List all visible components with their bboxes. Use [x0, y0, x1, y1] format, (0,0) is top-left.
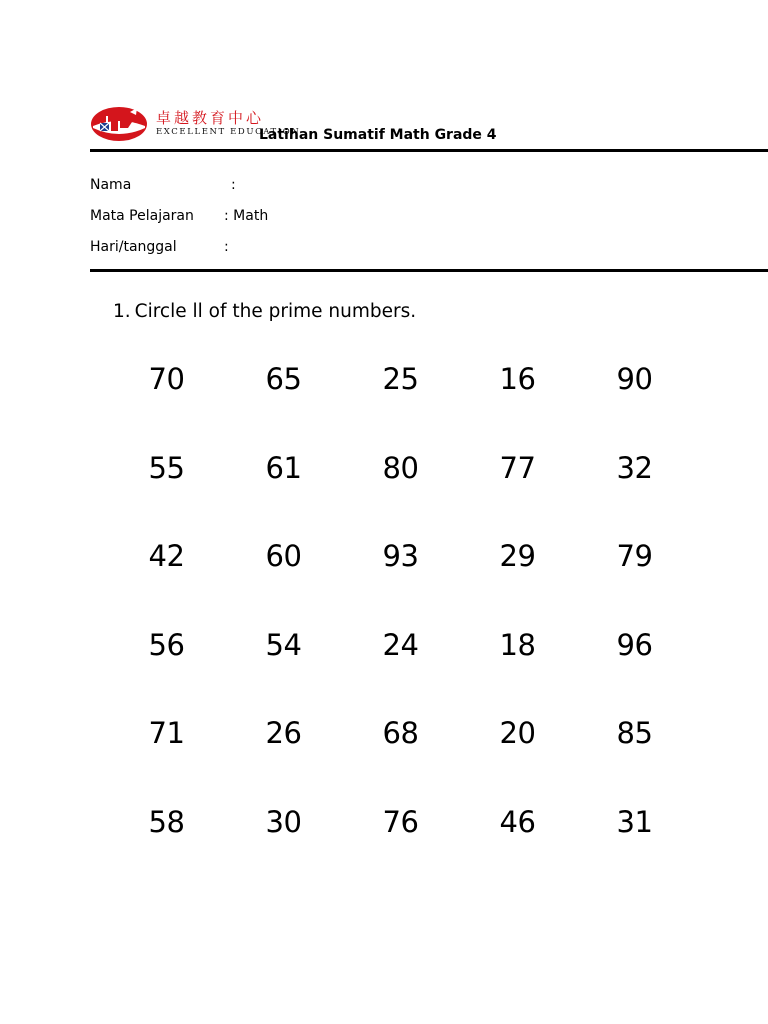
number-row [108, 451, 693, 540]
number-cell[interactable]: 54 [265, 627, 302, 662]
number-cell[interactable]: 55 [148, 450, 185, 485]
number-cell[interactable]: 24 [382, 627, 419, 662]
number-cell[interactable]: 80 [382, 450, 419, 485]
number-cell[interactable]: 20 [499, 716, 536, 750]
number-cell[interactable]: 16 [499, 362, 536, 396]
worksheet-title: Latihan Sumatif Math Grade 4 [259, 127, 497, 143]
number-cell[interactable]: 18 [499, 627, 536, 662]
number-row [108, 628, 693, 717]
number-cell[interactable]: 29 [499, 539, 536, 573]
number-cell[interactable]: 42 [148, 539, 185, 573]
number-cell[interactable]: 31 [616, 804, 653, 839]
header-divider [90, 149, 768, 152]
field-label: Nama [90, 177, 132, 193]
number-cell[interactable]: 77 [499, 450, 536, 485]
question-text: Circle ll of the prime numbers. [134, 301, 417, 322]
number-row [108, 539, 693, 628]
number-cell[interactable]: 60 [265, 539, 302, 573]
school-emblem-icon [90, 106, 148, 142]
field-label: Mata Pelajaran [90, 208, 194, 224]
number-cell[interactable]: 58 [148, 804, 185, 839]
number-cell[interactable]: 71 [148, 716, 185, 750]
number-cell[interactable]: 30 [265, 804, 302, 839]
number-cell[interactable]: 68 [382, 716, 419, 750]
number-row [108, 805, 693, 894]
number-cell[interactable]: 70 [148, 362, 185, 396]
number-cell[interactable]: 85 [616, 716, 653, 750]
number-cell[interactable]: 76 [382, 804, 419, 839]
question-1 [113, 301, 416, 322]
number-cell[interactable]: 25 [382, 362, 419, 396]
number-cell[interactable]: 26 [265, 716, 302, 750]
field-separator: : [224, 239, 229, 255]
number-grid [108, 362, 693, 893]
field-label: Hari/tanggal [90, 239, 177, 255]
number-cell[interactable]: 65 [265, 362, 302, 396]
logo-english-name: EXCELLENT EDUCATION [156, 127, 301, 137]
number-row [108, 362, 693, 451]
number-row [108, 716, 693, 805]
number-cell[interactable]: 79 [616, 539, 653, 573]
number-cell[interactable]: 90 [616, 362, 653, 396]
question-number: 1. [113, 301, 131, 322]
number-cell[interactable]: 56 [148, 627, 185, 662]
logo-chinese-name: 卓越教育中心 [156, 109, 265, 127]
number-cell[interactable]: 61 [265, 450, 302, 485]
number-cell[interactable]: 46 [499, 804, 536, 839]
number-cell[interactable]: 96 [616, 627, 653, 662]
number-cell[interactable]: 32 [616, 450, 653, 485]
info-divider [90, 269, 768, 272]
field-separator: : [231, 177, 236, 193]
number-cell[interactable]: 93 [382, 539, 419, 573]
field-value: : Math [224, 208, 269, 224]
